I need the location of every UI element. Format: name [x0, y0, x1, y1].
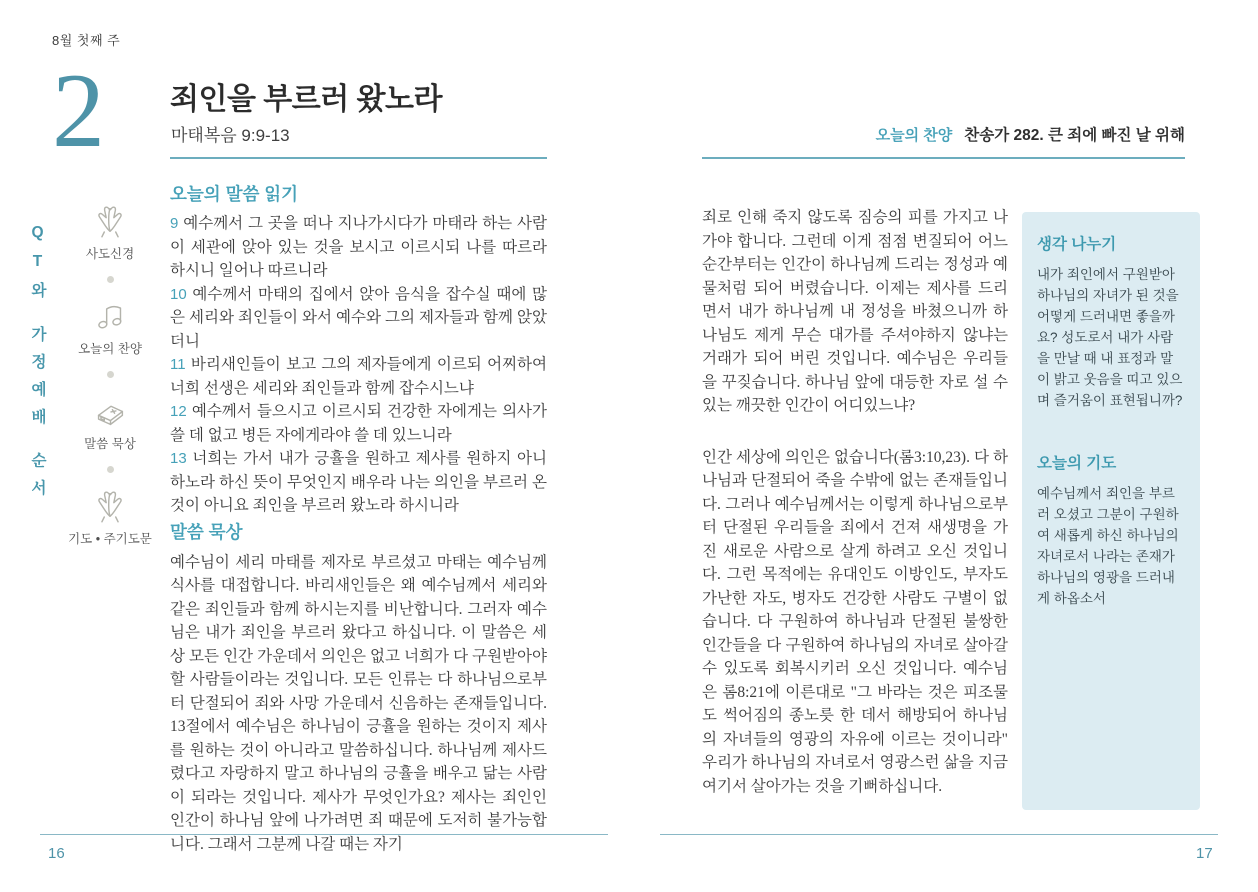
left-header-rule: [170, 157, 547, 159]
meditation-body: 예수님이 세리 마태를 제자로 부르셨고 마태는 예수님께 식사를 대접합니다. 바리새인들은 왜 예수님께서 세리와 같은 죄인들과 함께 하시는지를 비난합니다. 그러자 예수님은 내가 죄인을 부르러 왔다고 하십니다. 이 말씀은 세상 모든 인간 가운데서 의인은 없고 너희가 다 구원받아야 할 사람들이라는 것입니다. 모든 인류는 다 하나님으로부터 단절되어 죄와 사망 가운데서 신음하는 존재들입니다. 13절에서 예수님은 하나님이 긍휼을 원하는 것이지 제사를 원하는 것이 아니라고 말씀하십니다. 하나님께 제사드렸다고 자랑하지 말고 하나님의 긍휼을 배우고 닮는 사람이 되라는 것입니다. 제사가 무엇인가요? 제사는 죄인인 인간이 하나님 앞에 나가려면 죄 때문에 도저히 불가능합니다. 그래서 그분께 나갈 때는 자기: [170, 553, 547, 853]
page-title: 죄인을 부르러 왔노라: [170, 83, 442, 116]
worship-step-label: 기도 • 주기도문: [68, 532, 152, 546]
worship-step: [68, 487, 152, 547]
worship-step-label: 사도신경: [85, 247, 135, 261]
verse-number: 10: [170, 285, 187, 303]
verse-number: 9: [170, 215, 179, 232]
verse-text: 예수께서 들으시고 이르시되 건강한 자에게는 의사가 쓸 데 없고 병든 자에게라야 쓸 데 있느니라: [170, 403, 547, 444]
right-page-number: 17: [1196, 845, 1213, 862]
worship-step: [78, 297, 142, 357]
verse-text: 예수께서 마태의 집에서 앉아 음식을 잡수실 때에 많은 세리와 죄인들이 와서 예수와 그의 제자들과 함께 앉았더니: [170, 285, 547, 350]
worship-step-label: 말씀 묵상: [84, 437, 136, 451]
praise-label: 오늘의 찬양: [875, 127, 953, 144]
right-text-column: [702, 206, 1008, 798]
scripture-verse: [170, 283, 547, 354]
vertical-label-segment: 순서: [29, 451, 46, 507]
worship-steps: [50, 202, 170, 547]
step-separator-dot: [107, 276, 114, 283]
worship-step: [86, 202, 134, 262]
scripture-verse: [170, 400, 547, 447]
verse-text: 예수께서 그 곳을 떠나 지나가시다가 마태라 하는 사람이 세관에 앉아 있는 것을 보시고 이르시되 나를 따르라 하시니 일어나 따르니라: [170, 215, 547, 279]
meditation-section-heading: 말씀 묵상: [170, 521, 243, 542]
reflection-box: [1022, 212, 1200, 810]
verse-number: 11: [170, 356, 186, 373]
praying-hands-icon: [90, 202, 130, 242]
day-number: 2: [52, 52, 105, 169]
verse-text: 너희는 가서 내가 긍휼을 원하고 제사를 원하지 아니하노라 하신 뜻이 무엇인지 배우라 나는 의인을 부르러 온 것이 아니요 죄인을 부르러 왔노라 하시니라: [170, 450, 547, 514]
todays-prayer-body: 예수님께서 죄인을 부르러 오셨고 그분이 구원하여 새롭게 하신 하나님의 자녀로서 나라는 존재가 하나님의 영광을 드러내게 하옵소서: [1037, 486, 1179, 606]
step-separator-dot: [107, 466, 114, 473]
verse-text: 바리새인들이 보고 그의 제자들에게 이르되 어찌하여 너희 선생은 세리와 죄인들과 함께 잡수시느냐: [170, 356, 547, 397]
left-text-column: [170, 184, 547, 856]
praise-song-title: 찬송가 282. 큰 죄에 빠진 날 위해: [964, 127, 1185, 144]
left-page-number: 16: [48, 845, 65, 862]
scripture-verse: [170, 212, 547, 283]
worship-order-vertical-label: [26, 224, 48, 507]
todays-praise-line: [876, 123, 1185, 145]
week-label: 8월 첫째 주: [52, 33, 121, 48]
praying-hands-icon: [90, 487, 130, 527]
scripture-verse: [170, 447, 547, 518]
share-thoughts-body: 내가 죄인에서 구원받아 하나님의 자녀가 된 것을 어떻게 드러내면 좋을까요? 성도로서 내가 사람을 만날 때 내 표정과 말이 밝고 웃음을 띠고 있으며 즐거움이 표현됩니까?: [1037, 267, 1183, 408]
body-paragraph: 죄로 인해 죽지 않도록 짐승의 피를 가지고 나가야 합니다. 그런데 이게 점점 변질되어 어느 순간부터는 인간이 하나님께 드리는 정성과 예물처럼 되어 버렸습니다. 이제는 제사를 드리면서 내가 하나님께 내 정성을 바쳤으니까 하나님도 제게 무슨 대가를 주셔야하지 않냐는 거래가 되어 버린 것입니다. 예수님은 우리들을 꾸짖습니다. 하나님 앞에 대등한 자로 설 수 있는 깨끗한 인간이 어디있느냐?: [702, 209, 1008, 414]
body-paragraph: 인간 세상에 의인은 없습니다(롬3:10,23). 다 하나님과 단절되어 죽을 수밖에 없는 존재들입니다. 그러나 예수님께서는 이렇게 하나님으로부터 단절된 우리들을 죄에서 건져 새생명을 가진 새로운 사람으로 살게 하려고 오신 것입니다. 그런 목적에는 유대인도 이방인도, 부자도 가난한 자도, 병자도 건강한 사람도 구별이 없습니다. 다 구원하여 하나님과 단절된 불쌍한 인간들을 다 구원하여 하나님의 자녀로 살아갈 수 있도록 회복시키러 오신 것입니다. 예수님은 롬8:21에 이른대로 "그 바라는 것은 피조물도 썩어짐의 종노릇 한 데서 해방되어 하나님의 자녀들의 영광의 자유에 이르는 것이니라" 우리가 하나님의 자녀로서 영광스런 삶을 지금 여기서 살아가는 것을 기뻐하십니다.: [702, 448, 1008, 795]
reading-section-heading: 오늘의 말씀 읽기: [170, 184, 299, 204]
scripture-verse: [170, 353, 547, 400]
scripture-reference: 마태복음 9:9-13: [171, 126, 290, 145]
vertical-label-segment: QT와: [29, 224, 46, 310]
music-note-icon: [90, 297, 130, 337]
step-separator-dot: [107, 371, 114, 378]
right-header-rule: [702, 157, 1185, 159]
verse-number: 12: [170, 403, 187, 420]
worship-step-label: 오늘의 찬양: [78, 342, 142, 356]
worship-step: [84, 392, 136, 452]
verse-number: 13: [170, 450, 187, 467]
left-footer-rule: [40, 834, 608, 835]
bible-icon: [90, 392, 130, 432]
todays-prayer-heading: 오늘의 기도: [1037, 455, 1117, 472]
share-thoughts-heading: 생각 나누기: [1037, 236, 1117, 253]
vertical-label-segment: 가정예배: [29, 325, 46, 436]
right-footer-rule: [660, 834, 1218, 835]
